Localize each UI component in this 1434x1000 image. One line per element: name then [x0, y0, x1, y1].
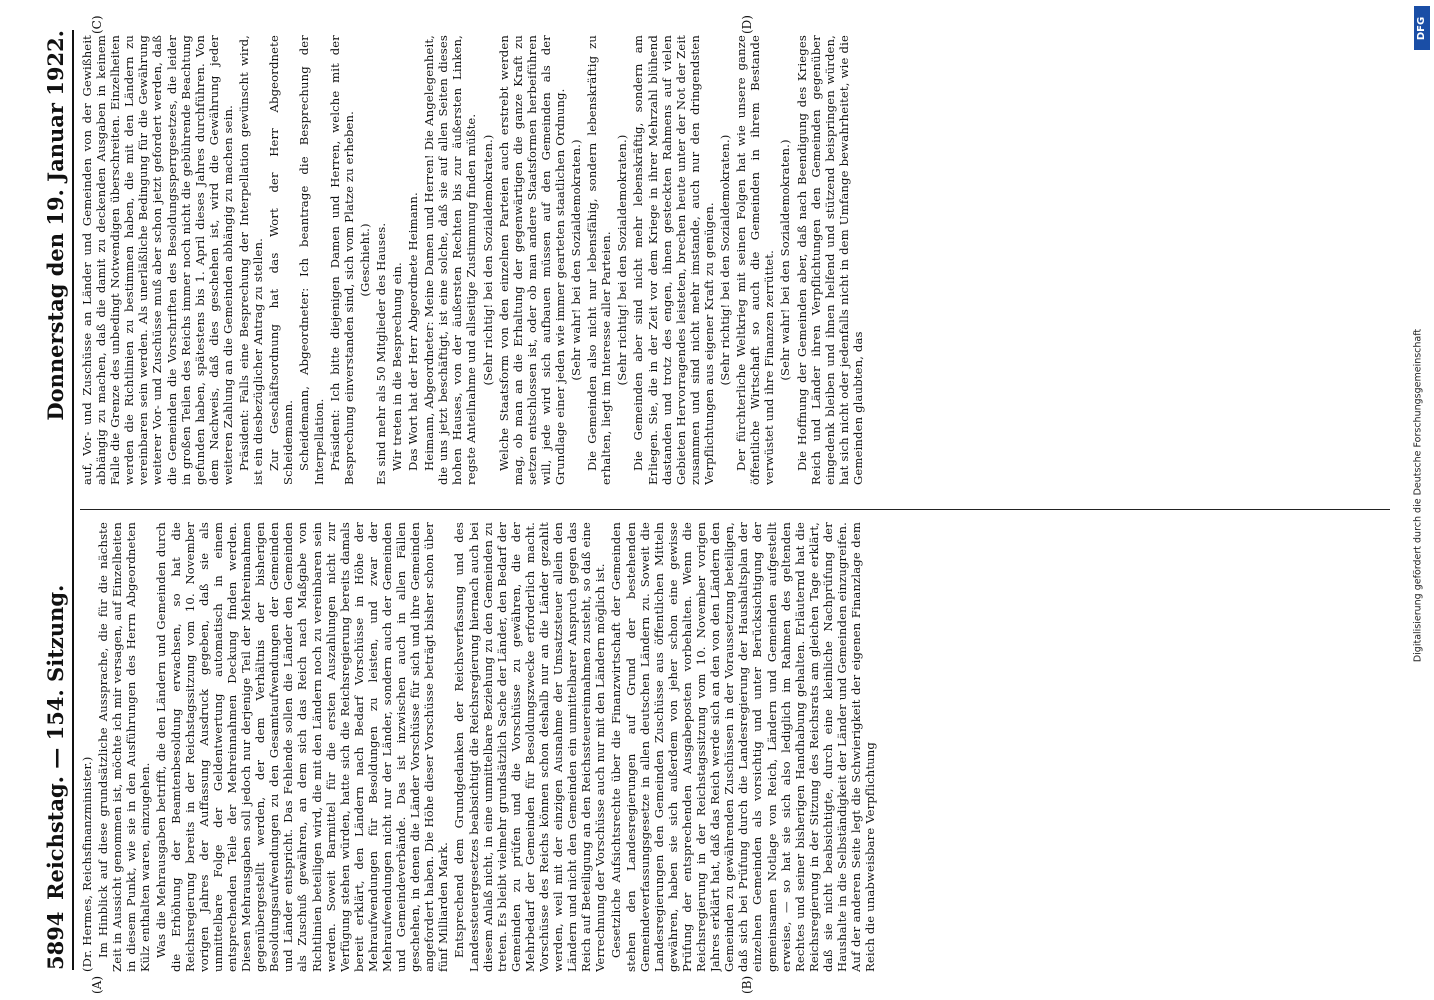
- paragraph: Welche Staatsform von den einzelnen Parteien auch erstrebt werden mag, ob man an die Erhaltung der gegenwärtigen die ganze Kraft zu setzen entschlossen ist, oder ob man andere Staatsformen herbeiführen will, jede wird sich aufbauen müssen auf den Gemeinden als der Grundlage einer jeden wie immer gearteten staatlichen Ordnung.: [496, 35, 567, 485]
- left-column: [80, 522, 1390, 972]
- margin-marker-b: (B): [740, 975, 754, 994]
- right-column: [80, 35, 1390, 485]
- interjection: (Geschieht.): [357, 223, 372, 297]
- paragraph: Wir treten in die Besprechung ein.: [389, 262, 404, 471]
- paragraph: Was die Mehrausgaben betrifft, die den Ländern und Gemeinden durch die Erhöhung der Beamtenbesoldung erwachsen, so hat die Reichsregierung bereits in der Reichstagssitzung vom 10. November vorigen Jahres der Auffassung Ausdruck gegeben, daß sie als unmittelbare Folge der Geldentwertung automatisch in einem entsprechenden Teile der Mehreinnahmen Deckung finden werden. Diesen Mehrausgaben soll jedoch nur derjenige Teil der Mehreinnahmen gegenübergestellt werden, der dem Verhältnis der bisherigen Besoldungsaufwendungen zu den Gesamtaufwendungen der Gemeinden und Länder entspricht. Das Fehlende sollen die Länder den Gemeinden als Zuschuß gewähren, an dem sich das Reich nach Maßgabe von Richtlinien beteiligen wird, die mit den Ländern noch zu vereinbaren sein werden. Soweit Barmittel für die ersten Auszahlungen nicht zur Verfügung stehen würden, hatte sich die Reichsregierung bereits damals bereit erklärt, den Ländern nach Bedarf Vorschüsse in Höhe der Mehraufwendungen für Besoldungen zu leisten, und zwar der Mehraufwendungen nicht nur der Länder, sondern auch der Gemeinden und Gemeindeverbände. Das ist inzwischen auch in allen Fällen geschehen, in denen die Länder Vorschüsse für sich und ihre Gemeinden angefordert haben. Die Höhe dieser Vorschüsse beträgt bisher schon über fünf Milliarden Mark.: [154, 522, 451, 972]
- interjection: (Sehr richtig! bei den Sozialdemokraten.): [718, 134, 733, 386]
- paragraph: Heimann, Abgeordneter: Meine Damen und Herren! Die Angelegenheit, die uns jetzt beschäftigt, ist eine solche, daß sie auf allen Seiten dieses hohen Hauses, von der äußersten Rechten bis zur äußersten Linken, regste Anteilnahme und allseitige Zustimmung finden müßte.: [422, 35, 479, 485]
- interjection: (Sehr richtig! bei den Sozialdemokraten.): [480, 134, 495, 386]
- paragraph: Im Hinblick auf diese grundsätzliche Aussprache, die für die nächste Zeit in Aussicht genommen ist, möchte ich mir versagen, auf Einzelheiten in diesem Punkt, wie sie in den Ausführungen des Herrn Abgeordneten Külz enthalten waren, einzugehen.: [96, 522, 153, 972]
- document-page: [20, 0, 1410, 1000]
- dfg-stamp: [1408, 0, 1434, 1000]
- paragraph: auf, Vor- und Zuschüsse an Länder und Gemeinden von der Gewißheit abhängig zu machen, daß die damit zu deckenden Ausgaben in keinem Falle die Grenze des unbedingt Notwendigen überschreiten. Einzelheiten werden die Richtlinien zu bestimmen haben, die mit den Ländern zu vereinbaren sein werden. Als unerläßliche Bedingung für die Gewährung weiterer Vor- und Zuschüsse muß aber schon jetzt gefordert werden, daß die Gemeinden die Vorschriften des Besoldungssperrgesetzes, die leider in großen Teilen des Reichs immer noch nicht die gebührende Beachtung gefunden haben, spätestens bis 1. April dieses Jahres durchführen. Von dem Nachweis, daß dies geschehen ist, wird die Gewährung jeder weiteren Zahlung an die Gemeinden abhängig zu machen sein.: [80, 35, 235, 485]
- paragraph: Die Gemeinden also nicht nur lebensfähig, sondern lebenskräftig zu erhalten, liegt im Interesse aller Parteien.: [585, 35, 614, 485]
- paragraph: Scheidemann, Abgeordneter: Ich beantrage die Besprechung der Interpellation.: [297, 35, 326, 485]
- paragraph: Zur Geschäftsordnung hat das Wort der Herr Abgeordnete Scheidemann.: [267, 35, 296, 485]
- paragraph: Präsident: Falls eine Besprechung der Interpellation gewünscht wird, ist ein diesbezüglicher Antrag zu stellen.: [237, 35, 266, 485]
- paragraph: Der fürchterliche Weltkrieg mit seinen Folgen hat wie unsere ganze öffentliche Wirtschaft so auch die Gemeinden in ihrem Bestande verwüstet und ihre Finanzen zerrüttet.: [734, 35, 777, 485]
- paragraph: Es sind mehr als 50 Mitglieder des Hauses.: [373, 222, 388, 485]
- session-title: Reichstag. — 154. Sitzung.: [43, 584, 68, 900]
- dfg-logo: DFG: [1414, 6, 1430, 50]
- paragraph: Präsident: Ich bitte diejenigen Damen und Herren, welche mit der Besprechung einverstanden sind, sich vom Platze zu erheben.: [327, 35, 356, 485]
- page-header: [28, 30, 74, 970]
- dfg-stamp-text: Digitalisierung gefördert durch die Deutsche Forschungsgemeinschaft: [1412, 328, 1424, 663]
- speaker-note: (Dr. Hermes, Reichsfinanzminister.): [80, 756, 94, 972]
- column-divider: [80, 509, 1390, 510]
- paragraph: Die Gemeinden aber sind nicht mehr lebenskräftig, sondern am Erliegen. Sie, die in der Zeit vor dem Kriege in ihrer Mehrzahl blühend dastanden und trotz des engen, ihnen gesteckten Rahmens auf vielen Gebieten Hervorragendes leisteten, brechen heute unter der Not der Zeit zusammen und sind nicht mehr imstande, auch nur den dringendsten Verpflichtungen aus eigener Kraft zu genügen.: [631, 35, 716, 485]
- paragraph: Gesetzliche Aufsichtsrechte über die Finanzwirtschaft der Gemeinden stehen den Landesregierungen auf Grund der bestehenden Gemeindeverfassungsgesetze in allen deutschen Ländern zu. Soweit die Landesregierungen den Gemeinden Zuschüsse aus öffentlichen Mitteln gewähren, haben sie sich außerdem von jeher schon eine gewisse Prüfung der entsprechenden Ausgabeposten vorbehalten. Wenn die Reichsregierung in der Reichstagssitzung vom 10. November vorigen Jahres erklärt hat, daß das Reich werde sich an den von den Ländern den Gemeinden zu gewährenden Zuschüssen in der Voraussetzung beteiligen, daß sich bei Prüfung durch die Landesregierung der Haushaltsplan der einzelnen Gemeinden als vorsichtig und unter Berücksichtigung der gemeinsamen Notlage von Reich, Ländern und Gemeinden aufgestellt erweise, — so hat sie sich also lediglich im Rahmen des geltenden Rechtes und seiner bisherigen Handhabung gehalten. Erläuternd hat die Reichsregierung in der Sitzung des Reichsrats am gleichen Tage erklärt, daß sie nicht beabsichtigte, durch eine kleinliche Nachprüfung der Haushalte in die Selbständigkeit der Länder und Gemeinden einzugreifen. Auf der anderen Seite legt die Schwierigkeit der eigenen Finanzlage dem Reich die unabweisbare Verpflichtung: [609, 522, 878, 972]
- interjection: (Sehr wahr! bei den Sozialdemokraten.): [569, 139, 584, 381]
- paragraph: Die Hoffnung der Gemeinden aber, daß nach Beendigung des Krieges Reich und Länder ihren Verpflichtungen den Gemeinden gegenüber eingedenk bleiben und ihnen helfend und stützend beispringen würden, hat sich nicht oder jedenfalls nicht in dem Umfange bewahrheitet, wie die Gemeinden glaubten, das: [794, 35, 865, 485]
- margin-marker-d: (D): [740, 15, 754, 34]
- page-number: 5894: [43, 911, 68, 970]
- interjection: (Sehr richtig! bei den Sozialdemokraten.): [615, 134, 630, 386]
- interjection: (Sehr wahr! bei den Sozialdemokraten.): [778, 139, 793, 381]
- margin-marker-c: (C): [90, 15, 104, 34]
- paragraph: Das Wort hat der Herr Abgeordnete Heimann.: [406, 192, 421, 471]
- paragraph: Entsprechend dem Grundgedanken der Reichsverfassung und des Landessteuergesetzes beabsichtigt die Reichsregierung hiernach auch bei diesem Anlaß nicht, in eine unmittelbare Beziehung zu den Gemeinden zu treten. Es bleibt vielmehr grundsätzlich Sache der Länder, den Bedarf der Gemeinden zu prüfen und die Vorschüsse zu gewähren, die der Mehrbedarf der Gemeinden für Besoldungszwecke erforderlich macht. Vorschüsse des Reichs können schon deshalb nur an die Länder gezahlt werden, weil mit der einzigen Ausnahme der Umsatzsteuer allein den Ländern und nicht den Gemeinden ein unmittelbarer Anspruch gegen das Reich auf Beteiligung an den Reichssteuereinnahmen zusteht, so daß eine Verrechnung der Vorschüsse auch nur mit den Ländern möglich ist.: [452, 522, 608, 972]
- session-date: Donnerstag den 19. Januar 1922.: [43, 30, 68, 421]
- margin-marker-a: (A): [90, 975, 104, 994]
